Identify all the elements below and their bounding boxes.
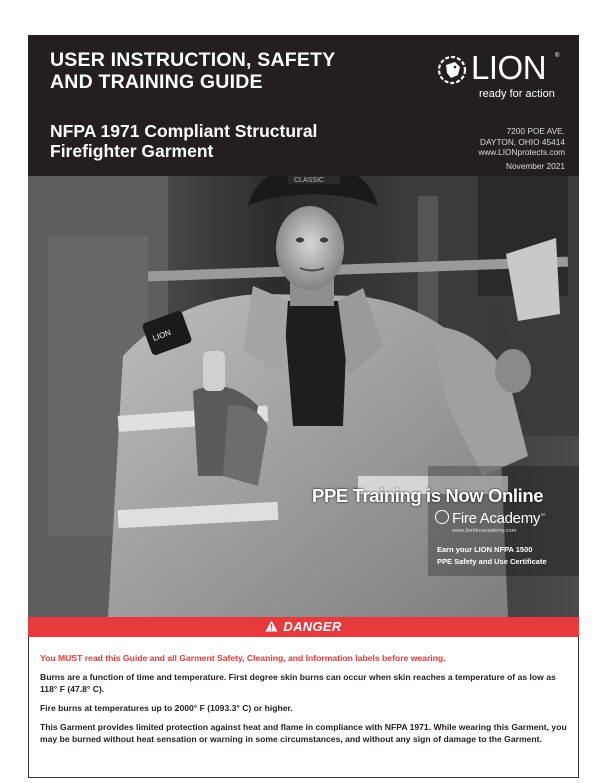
company-address	[478, 126, 565, 171]
address-city: DAYTON, OHIO 45414	[480, 136, 565, 147]
warning-triangle-icon	[265, 620, 278, 632]
danger-label: DANGER	[283, 619, 342, 634]
registered-mark: ®	[555, 53, 560, 59]
certificate-promo-line-2: PPE Safety and Use Certificate	[437, 557, 547, 566]
lion-logo	[437, 51, 565, 109]
guide-title	[50, 49, 335, 93]
ppe-training-headline: PPE Training is Now Online	[312, 485, 544, 506]
guide-title-line-2: AND TRAINING GUIDE	[50, 71, 263, 93]
publication-date: November 2021	[505, 160, 565, 171]
danger-notice	[28, 637, 579, 778]
fire-temperature-paragraph: Fire burns at temperatures up to 2000° F (1093.3° C) or higher.	[40, 703, 293, 713]
firefighter-face	[276, 206, 344, 290]
lion-head-icon	[437, 53, 469, 87]
address-website: www.LIONprotects.com	[478, 147, 565, 157]
shoulder-badge-text: LION	[151, 327, 173, 343]
certificate-promo	[437, 544, 547, 568]
fire-academy-url[interactable]: www.lionfireacademy.com	[452, 528, 517, 534]
limited-protection-paragraph: This Garment provides limited protection against heat and flame in compliance with NFPA 1971. While wearing this Garment, you may be burned without heat sensation or warning in some circumstances, and without any sign of damage to the Garment.	[40, 722, 567, 744]
firefighter-photo	[28, 176, 579, 617]
fire-academy-trademark: ™	[540, 513, 545, 519]
guide-subtitle-line-1: NFPA 1971 Compliant Structural	[50, 121, 318, 141]
fire-academy-name: Fire Academy	[452, 510, 541, 527]
certificate-promo-line-1: Earn your LION NFPA 1500	[437, 545, 533, 554]
logo-tagline: ready for action	[479, 88, 555, 100]
danger-banner	[28, 617, 579, 637]
guide-subtitle-line-2: Firefighter Garment	[50, 141, 214, 161]
helmet-label: CLASSIC	[294, 177, 324, 184]
logo-wordmark: LION	[471, 49, 547, 86]
fire-academy-logo	[435, 510, 545, 527]
burn-info-paragraph: Burns are a function of time and temperature. First degree skin burns can occur when skin reaches a temperature of as low as 118° F (47.8° C).	[40, 672, 556, 694]
read-guide-warning: You MUST read this Guide and all Garment Safety, Cleaning, and Information labels before wearing.	[40, 653, 446, 663]
fire-academy-icon	[435, 510, 449, 524]
address-street: 7200 POE AVE.	[506, 126, 565, 136]
flashlight	[203, 351, 225, 391]
guide-subtitle	[50, 121, 317, 161]
cover-header	[28, 35, 579, 176]
guide-title-line-1: USER INSTRUCTION, SAFETY	[50, 49, 336, 71]
